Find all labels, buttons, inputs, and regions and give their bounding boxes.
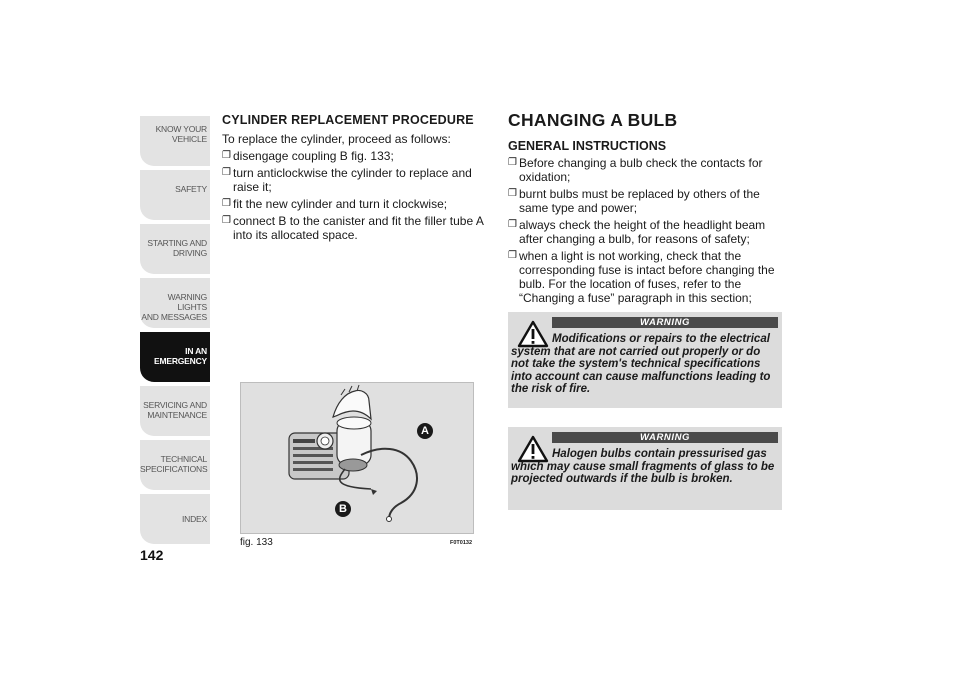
- tab-label: DRIVING: [172, 248, 207, 258]
- tab-servicing-and-maintenance[interactable]: [140, 386, 210, 436]
- figure-code: F0T0132: [450, 540, 473, 546]
- list-item: ❐ Before changing a bulb check the contacts for oxidation;: [508, 156, 783, 184]
- warning-box-electrical: [508, 312, 782, 408]
- list-item: ❐ turn anticlockwise the cylinder to replace and raise it;: [222, 166, 494, 194]
- tab-label: TECHNICAL: [160, 454, 207, 464]
- tab-label: AND MESSAGES: [141, 312, 207, 322]
- tab-label: INDEX: [182, 514, 207, 524]
- list-item: ❐ disengage coupling B fig. 133;: [222, 149, 494, 163]
- tab-in-an-emergency[interactable]: [140, 332, 210, 382]
- figure-133: [240, 382, 474, 534]
- tab-index[interactable]: [140, 494, 210, 544]
- tab-label: STARTING AND: [147, 238, 207, 248]
- list-item: ❐ burnt bulbs must be replaced by others of the same type and power;: [508, 187, 783, 215]
- warning-title: WARNING: [552, 317, 778, 328]
- label-a: A: [421, 425, 429, 437]
- list-item: ❐ when a light is not working, check that the corresponding fuse is intact before changing the bulb. For the location of fuses, refer to the “Changing a fuse” paragraph in this section;: [508, 249, 783, 305]
- tab-starting-and-driving[interactable]: [140, 224, 210, 274]
- tab-safety[interactable]: [140, 170, 210, 220]
- tab-label: VEHICLE: [172, 134, 207, 144]
- page-number: 142: [140, 547, 164, 563]
- tab-label: IN AN: [185, 346, 207, 356]
- tab-label: SERVICING AND: [143, 400, 207, 410]
- warning-title: WARNING: [552, 432, 778, 443]
- warning-text: Modifications or repairs to the electrical system that are not carried out properly or do not take the system's technical specifications into account can cause malfunctions leading to the risk of fire.: [511, 333, 771, 395]
- tab-know-your-vehicle[interactable]: [140, 116, 210, 166]
- warning-text: Halogen bulbs contain pressurised gas which may cause small fragments of glass to be projected outwards if the bulb is broken.: [511, 448, 775, 485]
- tab-label: SAFETY: [175, 184, 207, 194]
- tab-label: MAINTENANCE: [147, 410, 207, 420]
- tab-label: WARNING LIGHTS: [167, 292, 207, 312]
- cylinder-intro: To replace the cylinder, proceed as follows:: [222, 132, 451, 146]
- figure-caption: fig. 133: [240, 537, 273, 548]
- list-item: ❐ connect B to the canister and fit the filler tube A into its allocated space.: [222, 214, 494, 242]
- list-item: ❐ fit the new cylinder and turn it clockwise;: [222, 197, 494, 211]
- tab-warning-lights[interactable]: [140, 278, 210, 328]
- bulb-heading: CHANGING A BULB: [508, 110, 678, 130]
- compressor-illustration: [241, 383, 473, 533]
- tab-technical-specifications[interactable]: [140, 440, 210, 490]
- label-b: B: [339, 503, 347, 515]
- tab-label: EMERGENCY: [154, 356, 207, 366]
- list-item: ❐ always check the height of the headlight beam after changing a bulb, for reasons of safety;: [508, 218, 783, 246]
- cylinder-heading: CYLINDER REPLACEMENT PROCEDURE: [222, 113, 474, 127]
- bulb-section: [508, 110, 783, 308]
- tab-label: KNOW YOUR: [155, 124, 207, 134]
- general-instructions-heading: GENERAL INSTRUCTIONS: [508, 139, 667, 153]
- cylinder-section: [222, 113, 494, 245]
- warning-box-halogen: [508, 427, 782, 510]
- tab-label: SPECIFICATIONS: [140, 464, 208, 474]
